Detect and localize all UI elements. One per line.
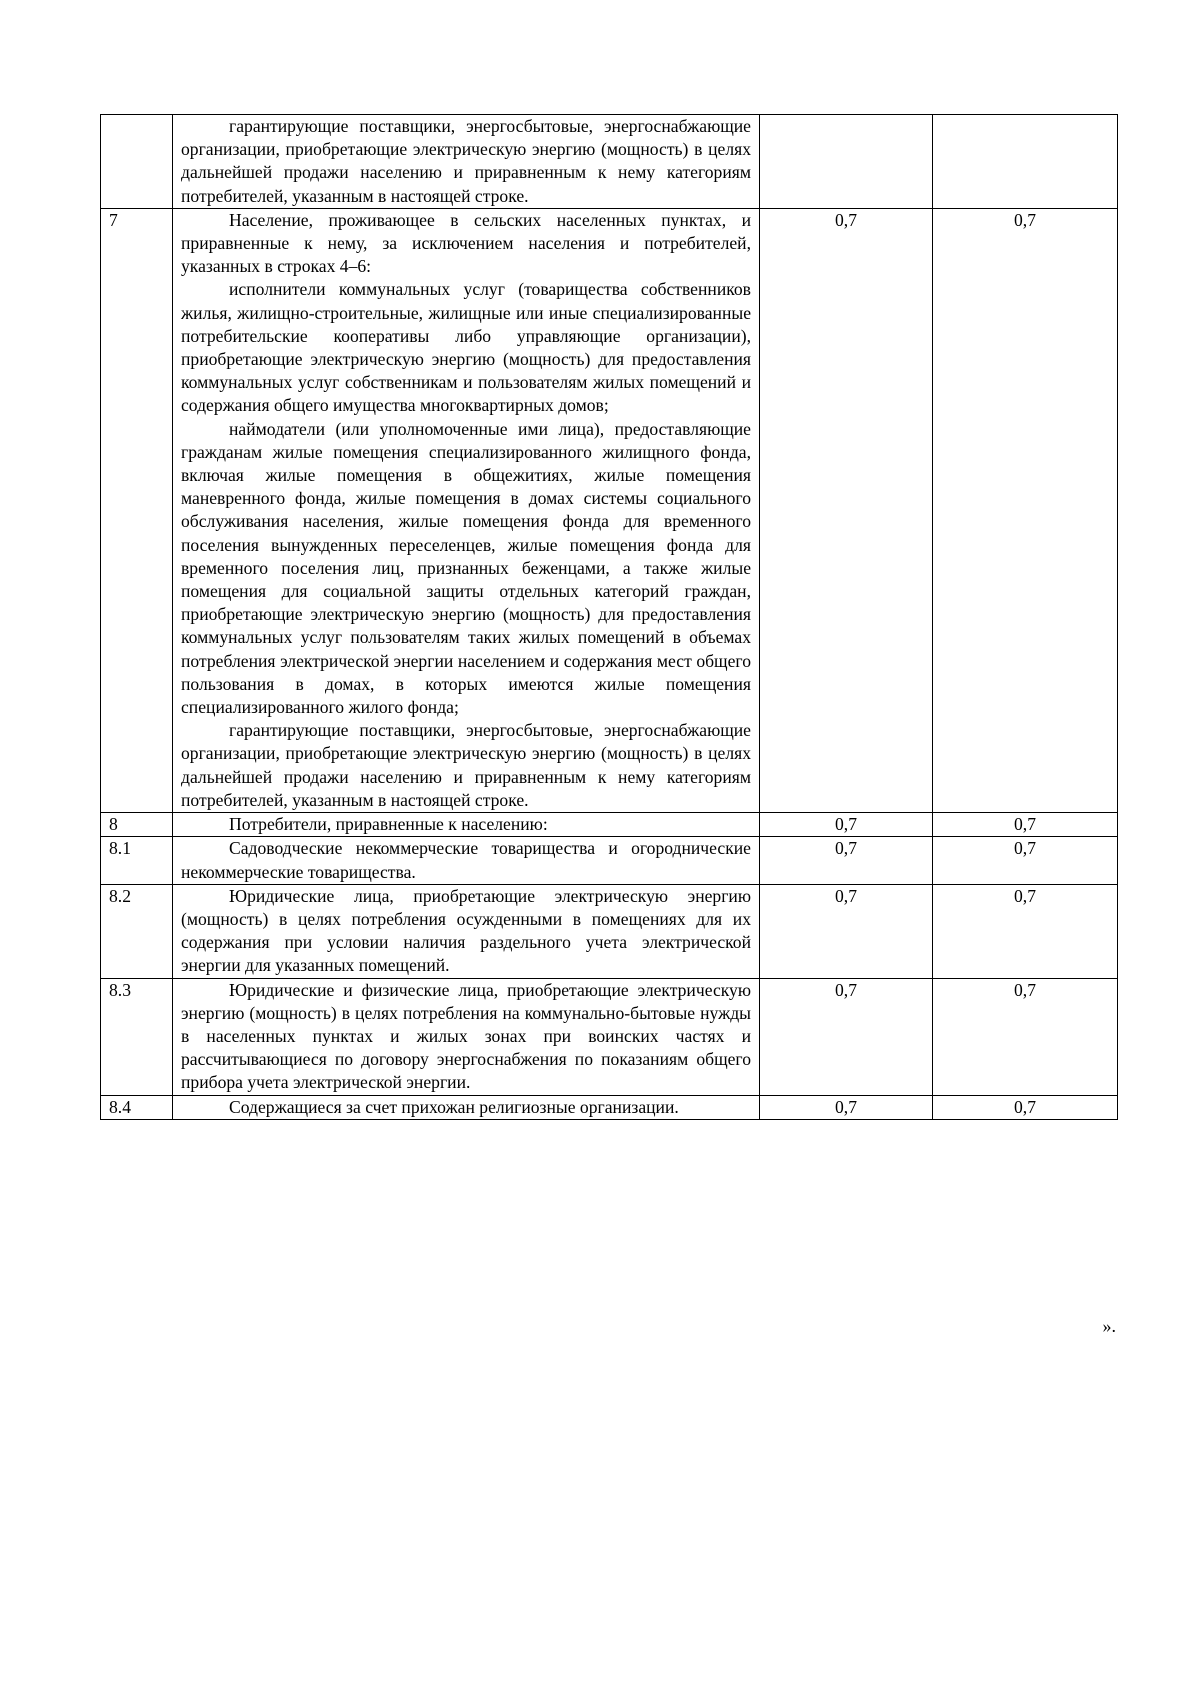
table-row: [101, 813, 1118, 837]
row-value-second-half: 0,7: [933, 1095, 1118, 1119]
row-number: 7: [101, 208, 173, 812]
row-description: [173, 837, 760, 884]
table-row: [101, 978, 1118, 1095]
row-number: 8.4: [101, 1095, 173, 1119]
row-number: [101, 115, 173, 209]
row-value-second-half: 0,7: [933, 978, 1118, 1095]
row-description: [173, 978, 760, 1095]
row-value-second-half: 0,7: [933, 837, 1118, 884]
row-value-second-half: 0,7: [933, 813, 1118, 837]
description-paragraph: гарантирующие поставщики, энергосбытовые, энергоснабжающие организации, приобретающие электрическую энергию (мощность) в целях дальнейшей продажи населению и приравненным к нему категориям потребителей, указанным в настоящей строке.: [181, 116, 751, 206]
row-description: [173, 115, 760, 209]
description-paragraph: наймодатели (или уполномоченные ими лица), предоставляющие гражданам жилые помещения специализированного жилищного фонда, включая жилые помещения в общежитиях, жилые помещения маневренного фонда, жилые помещения в домах системы социального обслуживания населения, жилые помещения фонда для временного поселения вынужденных переселенцев, жилые помещения фонда для временного поселения лиц, признанных беженцами, а также жилые помещения для социальной защиты отдельных категорий граждан, приобретающие электрическую энергию (мощность) для предоставления коммунальных услуг пользователям таких жилых помещений в объемах потребления электрической энергии населением и содержания мест общего пользования в домах, в которых имеются жилые помещения специализированного жилого фонда;: [181, 418, 751, 718]
description-paragraph: Потребители, приравненные к населению:: [229, 814, 548, 835]
row-number: 8.3: [101, 978, 173, 1095]
table-row: [101, 884, 1118, 978]
row-value-first-half: 0,7: [760, 208, 933, 812]
row-value-first-half: 0,7: [760, 978, 933, 1095]
description-paragraph: Юридические лица, приобретающие электрическую энергию (мощность) в целях потребления осужденными в помещениях для их содержания при условии наличия раздельного учета электрической энергии для указанных помещений.: [181, 885, 751, 976]
row-number: 8.2: [101, 884, 173, 978]
table-row: [101, 115, 1118, 209]
row-description: [173, 208, 760, 812]
row-number: 8: [101, 813, 173, 837]
description-paragraph: Население, проживающее в сельских населенных пунктах, и приравненные к нему, за исключением населения и потребителей, указанных в строках 4–6:: [181, 209, 751, 277]
description-paragraph: Юридические и физические лица, приобретающие электрическую энергию (мощность) в целях потребления на коммунально-бытовые нужды в населенных пунктах и жилых зонах при воинских частях и рассчитывающиеся по договору энергоснабжения по показаниям общего прибора учета электрической энергии.: [181, 979, 751, 1093]
row-value-first-half: 0,7: [760, 884, 933, 978]
description-paragraph: Садоводческие некоммерческие товарищества и огороднические некоммерческие товарищества.: [181, 838, 751, 882]
row-description: [173, 813, 760, 837]
row-description: [173, 884, 760, 978]
row-value-first-half: 0,7: [760, 813, 933, 837]
table-row: [101, 208, 1118, 812]
closing-quote-mark: ».: [1102, 1316, 1116, 1336]
row-value-second-half: [933, 115, 1118, 209]
table-body: [101, 115, 1118, 1120]
row-value-first-half: 0,7: [760, 837, 933, 884]
description-paragraph: гарантирующие поставщики, энергосбытовые, энергоснабжающие организации, приобретающие электрическую энергию (мощность) в целях дальнейшей продажи населению и приравненным к нему категориям потребителей, указанным в настоящей строке.: [181, 720, 751, 810]
row-value-second-half: 0,7: [933, 884, 1118, 978]
row-value-second-half: 0,7: [933, 208, 1118, 812]
row-description: [173, 1095, 760, 1119]
description-paragraph: Содержащиеся за счет прихожан религиозные организации.: [229, 1096, 679, 1117]
description-paragraph: исполнители коммунальных услуг (товарищества собственников жилья, жилищно-строительные, жилищные или иные специализированные потребительские кооперативы либо управляющие организации), приобретающие электрическую энергию (мощность) для предоставления коммунальных услуг собственникам и пользователям жилых помещений и содержания общего имущества многоквартирных домов;: [181, 279, 751, 416]
table-row: [101, 837, 1118, 884]
row-number: 8.1: [101, 837, 173, 884]
tariff-table: [100, 114, 1118, 1120]
row-value-first-half: [760, 115, 933, 209]
row-value-first-half: 0,7: [760, 1095, 933, 1119]
table-row: [101, 1095, 1118, 1119]
